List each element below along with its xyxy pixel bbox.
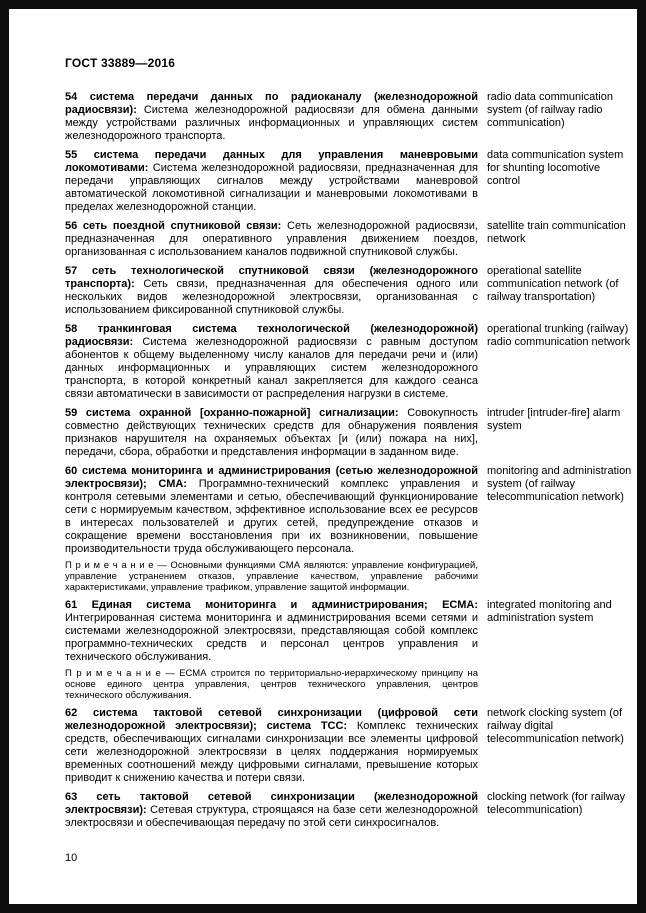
term-label: 54 система передачи данных по радиоканалу (железнодорожной радиосвязи): — [65, 91, 478, 116]
definition-text: Интегрированная система мониторинга и администрирования всеми сетями и системами железнодорожной электросвязи, представляющая собой комплекс программно-технических средств и персонал центров управления и технического обслуживания. — [65, 612, 478, 663]
term-label: 63 сеть тактовой сетевой синхронизации (железнодорожной электросвязи): — [65, 791, 478, 816]
term-entry-61 — [65, 599, 633, 701]
term-definition-column — [65, 599, 478, 701]
term-definition-column — [65, 407, 478, 459]
document-header: ГОСТ 33889—2016 — [65, 56, 176, 70]
english-term: monitoring and administration system (of railway telecommunication network) — [487, 465, 632, 503]
term-label: 57 сеть технологической спутниковой связи (железнодорожного транспорта): — [65, 265, 478, 290]
term-note: П р и м е ч а н и е — Основными функциями СМА являются: управление конфигурацией, управление устранением отказов, управление качеством, управление рабочими характеристиками, управление трафиком, управление защитой информации. — [65, 560, 478, 593]
term-label: 55 система передачи данных для управления маневровыми локомотивами: — [65, 149, 478, 174]
english-term: operational trunking (railway) radio communication network — [487, 323, 631, 348]
term-definition-column — [65, 220, 478, 259]
definition-text: Система железнодорожной радиосвязи для обмена данными между устройствами различных информационных и управляющих систем железнодорожного транспорта. — [65, 104, 479, 142]
document-page — [9, 9, 637, 904]
english-term: operational satellite communication network (of railway transportation) — [487, 265, 619, 303]
definition-text: Система железнодорожной радиосвязи, предназначенная для передачи управляющих сигналов между устройствами маневровой автоматической локомотивной сигнализации и маневровыми локомотивами в пределах железнодорожной станции. — [65, 162, 478, 213]
english-term: integrated monitoring and administration system — [487, 599, 612, 624]
term-entry-56 — [65, 220, 633, 259]
term-entry-55 — [65, 149, 633, 214]
term-label: 60 система мониторинга и администрирования (сетью железнодорожной электросвязи); СМА: — [65, 465, 478, 490]
term-label: 56 сеть поездной спутниковой связи: — [65, 220, 282, 232]
definition-text: Комплекс технических средств, обеспечивающих сигналами синхронизации все элементы цифровой сети железнодорожной электросвязи в целях поддержания нормируемых временных соотношений между цифровыми сигналами, превышение которых приводит к снижению качества и потери связи. — [65, 720, 479, 784]
term-entry-57 — [65, 265, 633, 317]
term-label: 61 Единая система мониторинга и администрирования; ЕСМА: — [65, 599, 478, 611]
definition-text: Совокупность совместно действующих технических средств для обнаружения появления признаков нарушителя на охраняемых объектах [и (или) пожара на них], передачи, сбора, обработки и представления информации в заданном виде. — [65, 407, 478, 458]
term-label: 59 система охранной [охранно-пожарной] сигнализации: — [65, 407, 399, 419]
term-entry-62 — [65, 707, 633, 785]
term-definition-column — [65, 323, 478, 401]
term-note: П р и м е ч а н и е — ЕСМА строится по территориально-иерархическому принципу на основе единого центра управления, центров технического управления, центров технического обслуживания. — [65, 668, 478, 701]
definition-text: Сетевая структура, строящаяся на базе сети железнодорожной электросвязи и обеспечивающая передачу по этой сети синхросигналов. — [65, 804, 478, 829]
definition-text: Программно-технический комплекс управления и контроля сетевыми элементами и сетью, обеспечивающий функционирование сети с нормируемым качеством, эффективное использование всех ее ресурсов в интересах пользователей и других сетей, предупреждение отказов и сокращение времени восстановления при их возникновении, повышение производительности труда обслуживающего персонала. — [65, 478, 478, 555]
definition-text: Система железнодорожной радиосвязи с равным доступом абонентов к общему выделенному числу каналов для передачи речи и (или) данных информационных и управляющих систем железнодорожного транспорта, в которой конкретный канал закрепляется для каждого сеанса связи автоматически в зависимости от распределения нагрузки в системе. — [65, 336, 478, 400]
english-term: radio data communication system (of railway radio communication) — [487, 91, 613, 129]
term-definition-column — [65, 465, 478, 593]
term-definition-column — [65, 265, 478, 317]
term-entry-60 — [65, 465, 633, 593]
term-entry-63 — [65, 791, 633, 830]
english-term: clocking network (for railway telecommunication) — [487, 791, 626, 816]
definition-text: Сеть связи, предназначенная для обеспечения одного или нескольких видов железнодорожной электросвязи, организованная с использованием фиксированной спутниковой службы. — [65, 278, 479, 316]
english-term: satellite train communication network — [487, 220, 626, 245]
term-definition-column — [65, 707, 478, 785]
term-label: 62 система тактовой сетевой синхронизации (цифровой сети железнодорожной электросвязи); система ТСС: — [65, 707, 478, 732]
term-entry-58 — [65, 323, 633, 401]
term-definition-column — [65, 91, 478, 143]
term-definition-column — [65, 791, 478, 830]
english-term: network clocking system (of railway digital telecommunication network) — [487, 707, 624, 745]
page-number: 10 — [65, 852, 78, 864]
terms-list — [65, 91, 633, 830]
term-label: 58 транкинговая система технологической (железнодорожной) радиосвязи: — [65, 323, 478, 348]
definition-text: Сеть железнодорожной радиосвязи, предназначенная для оперативного управления движением поездов, организованная с использованием каналов подвижной спутниковой службы. — [65, 220, 478, 258]
term-entry-54 — [65, 91, 633, 143]
english-term: data communication system for shunting locomotive control — [487, 149, 624, 187]
term-entry-59 — [65, 407, 633, 459]
english-term: intruder [intruder-fire] alarm system — [487, 407, 621, 432]
term-definition-column — [65, 149, 478, 214]
